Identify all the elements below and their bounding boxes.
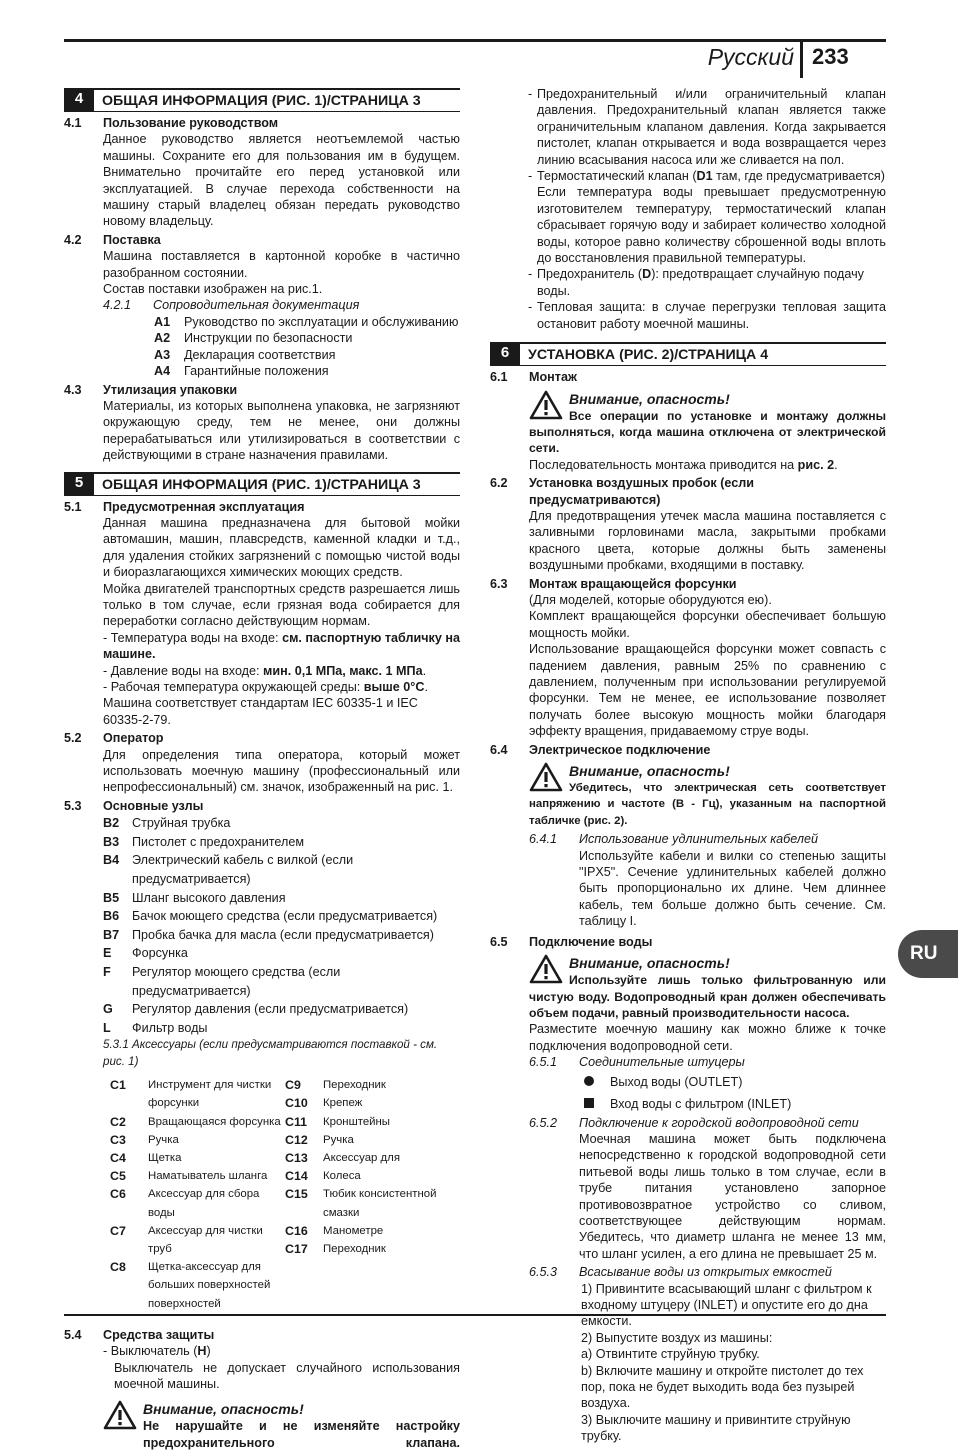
- item-text: Тепловая защита: в случае перегрузки тепловая защита остановит работу моечной машины.: [537, 300, 886, 331]
- subsection-number: 5.2: [64, 731, 82, 746]
- text: там, где предусматривается): [712, 169, 885, 184]
- item-text: Кронштейны: [323, 1115, 390, 1128]
- item-code: F: [103, 965, 111, 979]
- list-item: 2) Выпустите воздух из машины:: [581, 1330, 773, 1345]
- accessories-column-right: [285, 1076, 460, 1313]
- list-item: 1) Привинтите всасывающий шланг с фильтром к входному штуцеру (INLET) и опустите его до дна емкости.: [581, 1281, 872, 1329]
- paragraph: [103, 630, 460, 663]
- list-item: - Предохранитель (D): предотвращает случайную подачу воды.: [528, 266, 886, 299]
- list-item: [285, 1185, 460, 1221]
- item-code: C15: [285, 1187, 308, 1202]
- subsection-heading: [64, 730, 460, 746]
- item-code: C9: [285, 1078, 301, 1093]
- section-5-header: [64, 472, 460, 496]
- accessories-table: [110, 1076, 460, 1313]
- item-code: C4: [110, 1151, 126, 1165]
- item-code: C7: [110, 1223, 126, 1238]
- warning-icon: [529, 390, 563, 420]
- item-code: E: [103, 946, 112, 961]
- list-item: [110, 1185, 285, 1221]
- item-text: [537, 168, 885, 184]
- item-code: C11: [285, 1114, 308, 1129]
- item-code: C2: [110, 1114, 126, 1129]
- item-code: C16: [285, 1223, 308, 1238]
- text-bold: рис. 2: [797, 457, 835, 472]
- subsection-number: 4.1: [64, 116, 82, 130]
- subsection-title: Поставка: [103, 232, 161, 247]
- item-text: Руководство по эксплуатации и обслуживанию: [184, 314, 459, 329]
- warning-icon: [529, 762, 563, 792]
- subsection-number: 5.3: [64, 798, 82, 813]
- list-item: [110, 1149, 285, 1167]
- subsubsection-heading: [529, 1115, 886, 1131]
- subsection-heading: [64, 232, 460, 248]
- header-language: Русский: [707, 44, 794, 70]
- subsubsection-heading: [529, 1054, 886, 1070]
- subsection-title: Средства защиты: [103, 1327, 215, 1342]
- warning-title: Внимание, опасность!: [569, 390, 730, 407]
- subsection-heading: [490, 475, 886, 508]
- warning-block: [529, 954, 886, 1021]
- item-code: C14: [285, 1169, 308, 1184]
- item-text: Фильтр воды: [132, 1020, 208, 1035]
- text: - Температура воды на входе:: [103, 630, 283, 645]
- header-divider: [800, 40, 803, 78]
- item-text: Вход воды с фильтром (INLET): [610, 1096, 792, 1111]
- item-text: Аксессуар для чистки труб: [148, 1224, 263, 1256]
- filled-circle-icon: [584, 1076, 594, 1086]
- subsubsection-number: 6.5.2: [529, 1115, 558, 1130]
- paragraph: [529, 457, 886, 473]
- paragraph: Для определения типа оператора, который может использовать моечную машину (профессиональный или непрофессиональный) см. значок, изображенный на рис. 1.: [103, 747, 460, 795]
- subsection-title: Установка воздушных пробок (если предусматриваются): [529, 476, 754, 507]
- list-item: [110, 1167, 285, 1185]
- paragraph: Машина поставляется в картонной коробке в частично разобранном состоянии.: [103, 249, 460, 280]
- list-item: [103, 963, 460, 1000]
- paragraph: (Для моделей, которые оборудуются ею).: [529, 592, 772, 607]
- list-item: [285, 1222, 460, 1240]
- list-item: [285, 1076, 460, 1094]
- item-text: Ручка: [148, 1133, 179, 1146]
- section-title: ОБЩАЯ ИНФОРМАЦИЯ (РИС. 1)/СТРАНИЦА 3: [94, 472, 460, 496]
- paragraph: Данное руководство является неотъемлемой частью машины. Сохраните его для пользования им в будущем. Внимательно прочитайте его перед установкой или эксплуатацией. В случае перехода собственности на машину старый владелец обязан передать руководство новому владельцу.: [103, 132, 460, 229]
- list-item: [285, 1131, 460, 1149]
- paragraph: Моечная машина может быть подключена непосредственно к городской водопроводной сети питьевой воды лишь только в том случае, если в трубе питания установлено запорное противовозвратное устройство со сливом, соответствующее действующим нормам. Убедитесь, что диаметр шланга не менее 13 мм, что шланг усилен, а его длина не превышает 25 м.: [579, 1131, 886, 1261]
- item-text: Манометре: [323, 1224, 384, 1237]
- subsubsection-heading: [103, 297, 460, 313]
- subsection-number: 6.2: [490, 476, 508, 491]
- list-item: a) Отвинтите струйную трубку.: [581, 1347, 760, 1362]
- list-item: [285, 1094, 460, 1112]
- paragraph: [103, 663, 460, 679]
- subsubsection-heading: [529, 1264, 886, 1280]
- text: Предохранитель (: [537, 267, 643, 282]
- subsection-number: 6.4: [490, 742, 508, 757]
- item-text: Гарантийные положения: [184, 364, 329, 379]
- left-column: [64, 86, 460, 1450]
- item-code: B7: [103, 927, 120, 942]
- subsection-heading: [64, 382, 460, 398]
- list-item: [103, 1019, 460, 1038]
- list-item: [103, 889, 460, 908]
- warning-icon: [103, 1400, 137, 1430]
- warning-block: [529, 390, 886, 457]
- paragraph: Комплект вращающейся форсунки обеспечивает большую мощность мойки.: [529, 609, 886, 640]
- paragraph: [103, 1343, 460, 1359]
- list-item: [110, 1076, 285, 1112]
- subsection-heading: [64, 1327, 460, 1343]
- item-text: Тюбик консистентной смазки: [323, 1188, 437, 1219]
- document-list: [64, 314, 460, 380]
- paragraph: Мойка двигателей транспортных средств разрешается лишь только в том случае, если грязная вода собирается для переработки согласно действующим нормам.: [103, 581, 460, 629]
- paragraph: [103, 679, 460, 695]
- item-code: L: [103, 1020, 111, 1035]
- warning-block: [103, 1400, 460, 1450]
- warning-text: Убедитесь, что электрическая сеть соответствует напряжению и частоте (В - Гц), указанным на паспортной табличке (рис. 2).: [529, 782, 886, 827]
- item-text: Переходник: [323, 1079, 386, 1092]
- subsection-title: Монтаж вращающейся форсунки: [529, 576, 737, 591]
- item-code: A1: [154, 314, 171, 329]
- section-4-header: [64, 88, 460, 112]
- text: - Рабочая температура окружающей среды:: [103, 680, 364, 694]
- item-code: C17: [285, 1242, 308, 1257]
- steps-list: [581, 1281, 886, 1445]
- item-text: Декларация соответствия: [184, 347, 336, 362]
- item-code: B4: [103, 853, 120, 868]
- subsubsection-title: Аксессуары (если предусматриваются поставкой - см. рис. 1): [103, 1038, 438, 1068]
- list-item: [103, 926, 460, 945]
- item-text: Регулятор давления (если предусматривается): [132, 1002, 409, 1017]
- item-text: Наматыватель шланга: [148, 1170, 268, 1183]
- list-item: 3) Выключите машину и привинтите струйную трубку.: [581, 1412, 851, 1444]
- section-title: УСТАНОВКА (РИС. 2)/СТРАНИЦА 4: [520, 342, 886, 366]
- paragraph: Если температура воды превышает предусмотренную изготовителем температуру, термостатический клапан сбрасывает горячую воду и забирает количество холодной воды, которое равно количеству сброшенной воды вплоть до восстановления правильной температуры.: [537, 185, 886, 266]
- section-title: ОБЩАЯ ИНФОРМАЦИЯ (РИС. 1)/СТРАНИЦА 3: [94, 88, 460, 112]
- item-text: Форсунка: [132, 946, 188, 961]
- item-code: A3: [154, 347, 171, 362]
- list-item: [285, 1113, 460, 1131]
- paragraph: Данная машина предназначена для бытовой мойки автомашин, машин, плавсредств, каменной кладки и т.д., для удаления стойких загрязнений с помощью чистой воды и биоразлагающихся химических моющих средств.: [103, 515, 460, 580]
- item-text: Регулятор моющего средства (если предусматривается): [132, 965, 341, 998]
- paragraph: Разместите моечную машину как можно ближе к точке подключения водопроводной сети.: [529, 1022, 886, 1053]
- item-code: C1: [110, 1078, 126, 1093]
- list-item: [103, 814, 460, 833]
- subsection-heading: [64, 115, 460, 131]
- item-text: Электрический кабель с вилкой (если предусматривается): [132, 853, 354, 887]
- list-item: [584, 1071, 886, 1093]
- paragraph: Материалы, из которых выполнена упаковка, не загрязняют окружающую среду, тем не менее, они должны перерабатываться или утилизироваться в соответствии с действующими в стране назначения правилами.: [103, 398, 460, 463]
- text-bold: выше 0°C: [363, 680, 425, 694]
- text: Термостатический клапан (: [537, 169, 697, 184]
- list-item: b) Включите машину и откройте пистолет до тех пор, пока не будет выходить вода без пузырей воздуха.: [581, 1363, 864, 1411]
- valve-list: [528, 86, 886, 332]
- item-code: B6: [103, 909, 120, 924]
- text: .: [424, 680, 428, 694]
- list-item: [103, 833, 460, 852]
- page-number: 233: [812, 44, 849, 69]
- item-code: C5: [110, 1169, 126, 1184]
- warning-title: Внимание, опасность!: [569, 763, 730, 780]
- section-number: 5: [64, 472, 94, 496]
- list-item: [154, 347, 460, 363]
- list-item: - Термостатический клапан (D1 там, где предусматривается): [528, 169, 885, 184]
- list-item: - Тепловая защита: в случае перегрузки тепловая защита остановит работу моечной машины.: [528, 300, 886, 331]
- list-item: [285, 1167, 460, 1185]
- item-code: C13: [285, 1151, 308, 1165]
- subsubsection-title: Подключение к городской водопроводной сети: [579, 1115, 859, 1130]
- item-code: B5: [103, 890, 120, 905]
- text: Последовательность монтажа приводится на: [529, 457, 798, 472]
- list-item: [110, 1222, 285, 1258]
- item-code: C6: [110, 1187, 126, 1202]
- list-item: [285, 1240, 460, 1258]
- list-item: [103, 851, 460, 888]
- subsubsection-title: Сопроводительная документация: [153, 298, 360, 313]
- text: ): предотвращает случайную подачу воды.: [537, 267, 864, 298]
- subsection-number: 4.2: [64, 232, 82, 247]
- subsubsection-title: Всасывание воды из открытых емкостей: [579, 1265, 832, 1280]
- subsection-heading: [490, 369, 886, 385]
- item-text: Выход воды (OUTLET): [610, 1074, 743, 1089]
- subsubsection-number: 6.4.1: [529, 832, 558, 847]
- section-6-header: [490, 342, 886, 366]
- section-number: 4: [64, 88, 94, 112]
- text: - Выключатель (: [103, 1344, 198, 1359]
- subsection-number: 4.3: [64, 382, 82, 397]
- item-text: Вращающаяся форсунка: [148, 1115, 281, 1128]
- subsection-title: Оператор: [103, 731, 164, 746]
- subsection-number: 6.5: [490, 934, 508, 949]
- paragraph: Для предотвращения утечек масла машина поставляется с заливными горловинами масла, закрытыми пробками красного цвета, которые должны быть заменены воздушными пробками, входящими в поставку.: [529, 508, 886, 573]
- text-bold: D1: [696, 169, 713, 184]
- list-item: [103, 944, 460, 963]
- subsection-heading: [490, 576, 886, 592]
- text-bold: H: [197, 1344, 207, 1359]
- subsection-heading: [64, 499, 460, 515]
- item-text: Бачок моющего средства (если предусматривается): [132, 909, 438, 924]
- subsection-heading: [64, 798, 460, 814]
- subsubsection-heading: [529, 831, 886, 847]
- list-item: [103, 907, 460, 926]
- item-code: B2: [103, 816, 120, 831]
- warning-title: Внимание, опасность!: [569, 955, 730, 972]
- item-code: A2: [154, 331, 171, 346]
- warning-text: Используйте лишь только фильтрованную или чистую воду. Водопроводный кран должен обеспечивать объем подачи, равный производительности насоса.: [529, 973, 886, 1020]
- warning-title: Внимание, опасность!: [143, 1401, 304, 1418]
- subsection-title: Монтаж: [529, 370, 577, 385]
- subsubsection-title: Использование удлинительных кабелей: [579, 832, 818, 847]
- subsection-number: 6.1: [490, 370, 508, 385]
- right-column: [490, 86, 886, 1445]
- text: .: [834, 457, 838, 472]
- list-item: [103, 1000, 460, 1019]
- item-text: Пистолет с предохранителем: [132, 834, 305, 849]
- accessories-column-left: [110, 1076, 285, 1313]
- text: - Давление воды на входе:: [103, 663, 264, 678]
- subsection-number: 6.3: [490, 576, 508, 591]
- subsection-title: Пользование руководством: [103, 116, 279, 130]
- item-text: Пробка бачка для масла (если предусматривается): [132, 927, 434, 942]
- warning-icon: [529, 954, 563, 984]
- list-item: [154, 314, 460, 330]
- subsubsection-number: 6.5.3: [529, 1265, 558, 1280]
- subsubsection-number: 4.2.1: [103, 298, 132, 313]
- paragraph: Использование вращающейся форсунки может совпасть с падением давления, равным 25% по сравнению с давлением, полученным при использовании регулируемой форсунки. Тем не менее, ее использование позволяет получать более высокую мощность мойки благодаря эффекту вращения, придаваемому струе воды.: [529, 642, 886, 739]
- item-text: Аксессуар для сбора воды: [148, 1188, 260, 1219]
- subsection-heading: [490, 742, 886, 758]
- parts-list: [64, 814, 460, 1037]
- filled-square-icon: [584, 1098, 594, 1108]
- subsubsection-number: 5.3.1: [103, 1038, 129, 1052]
- warning-text: Не нарушайте и не изменяйте настройку предохранительного клапана.: [143, 1419, 460, 1450]
- item-code: G: [103, 1002, 113, 1017]
- text-bold: D: [642, 267, 652, 282]
- item-code: A4: [154, 364, 171, 379]
- paragraph: Машина соответствует стандартам IEC 60335-1 и IEC 60335-2-79.: [103, 696, 418, 727]
- list-item: [110, 1258, 285, 1313]
- section-number: 6: [490, 342, 520, 366]
- subsection-number: 5.4: [64, 1327, 82, 1342]
- subsection-title: Электрическое подключение: [529, 742, 711, 757]
- language-tab: RU: [898, 930, 958, 978]
- subsubsection-number: 6.5.1: [529, 1055, 558, 1070]
- text: ): [206, 1344, 211, 1359]
- item-text: [537, 266, 886, 299]
- item-text: Колеса: [323, 1170, 361, 1183]
- item-code: C10: [285, 1096, 308, 1111]
- subsection-heading: [490, 934, 886, 950]
- list-item: [584, 1093, 886, 1115]
- text: .: [422, 663, 427, 678]
- list-item: [110, 1131, 285, 1149]
- item-text: Крепеж: [323, 1097, 363, 1110]
- subsubsection-heading: [103, 1037, 460, 1070]
- item-text: Предохранительный и/или ограничительный клапан давления. Предохранительный клапан является также ограничительным клапаном давления. Когда закрывается пистолет, клапан открывается и вода возвращается через линию всасывания насоса или же сливается на пол.: [537, 87, 886, 167]
- list-item: [285, 1149, 460, 1167]
- item-text: Ручка: [323, 1133, 354, 1146]
- paragraph: Используйте кабели и вилки со степенью защиты "IPX5". Сечение удлинительных кабелей должно быть пропорционально их длине. Чем длиннее кабель, тем больше должно быть сечение. См. таблицу I.: [579, 848, 886, 929]
- item-code: C12: [285, 1132, 308, 1147]
- item-text: Аксессуар для: [323, 1152, 400, 1164]
- subsection-title: Предусмотренная эксплуатация: [103, 499, 305, 514]
- subsection-title: Утилизация упаковки: [103, 382, 238, 397]
- list-item: [110, 1113, 285, 1131]
- subsubsection-title: Соединительные штуцеры: [579, 1055, 745, 1070]
- paragraph: Выключатель не допускает случайного использования моечной машины.: [114, 1360, 460, 1392]
- item-text: Щетка-аксессуар для больших поверхностей поверхностей: [148, 1261, 271, 1310]
- item-code: B3: [103, 834, 120, 849]
- item-code: C3: [110, 1132, 126, 1147]
- subsection-title: Подключение воды: [529, 934, 653, 949]
- list-item: [154, 330, 460, 346]
- warning-text: Все операции по установке и монтажу должны выполняться, когда машина отключена от электрической сети.: [529, 408, 886, 456]
- item-text: Переходник: [323, 1243, 386, 1256]
- item-text: Инструмент для чистки форсунки: [148, 1079, 272, 1110]
- list-item: - Предохранительный и/или ограничительный клапан давления. Предохранительный клапан является также ограничительным клапаном давления. Когда закрывается пистолет, клапан открывается и вода возвращается через линию всасывания насоса или же сливается на пол.: [528, 87, 886, 167]
- list-item: [154, 363, 460, 379]
- header-rule: [64, 39, 886, 42]
- item-text: Инструкции по безопасности: [184, 331, 353, 346]
- subsection-title: Основные узлы: [103, 798, 204, 813]
- subsection-number: 5.1: [64, 499, 82, 514]
- text-bold: см. паспортную табличку на машине.: [103, 630, 460, 662]
- paragraph: Состав поставки изображен на рис.1.: [103, 282, 323, 297]
- item-text: Шланг высокого давления: [132, 890, 286, 905]
- text-bold: мин. 0,1 МПа, макс. 1 МПа: [263, 663, 423, 678]
- item-text: Щетка: [148, 1152, 182, 1164]
- warning-block: [529, 762, 886, 829]
- item-text: Струйная трубка: [132, 816, 231, 831]
- item-code: C8: [110, 1260, 126, 1275]
